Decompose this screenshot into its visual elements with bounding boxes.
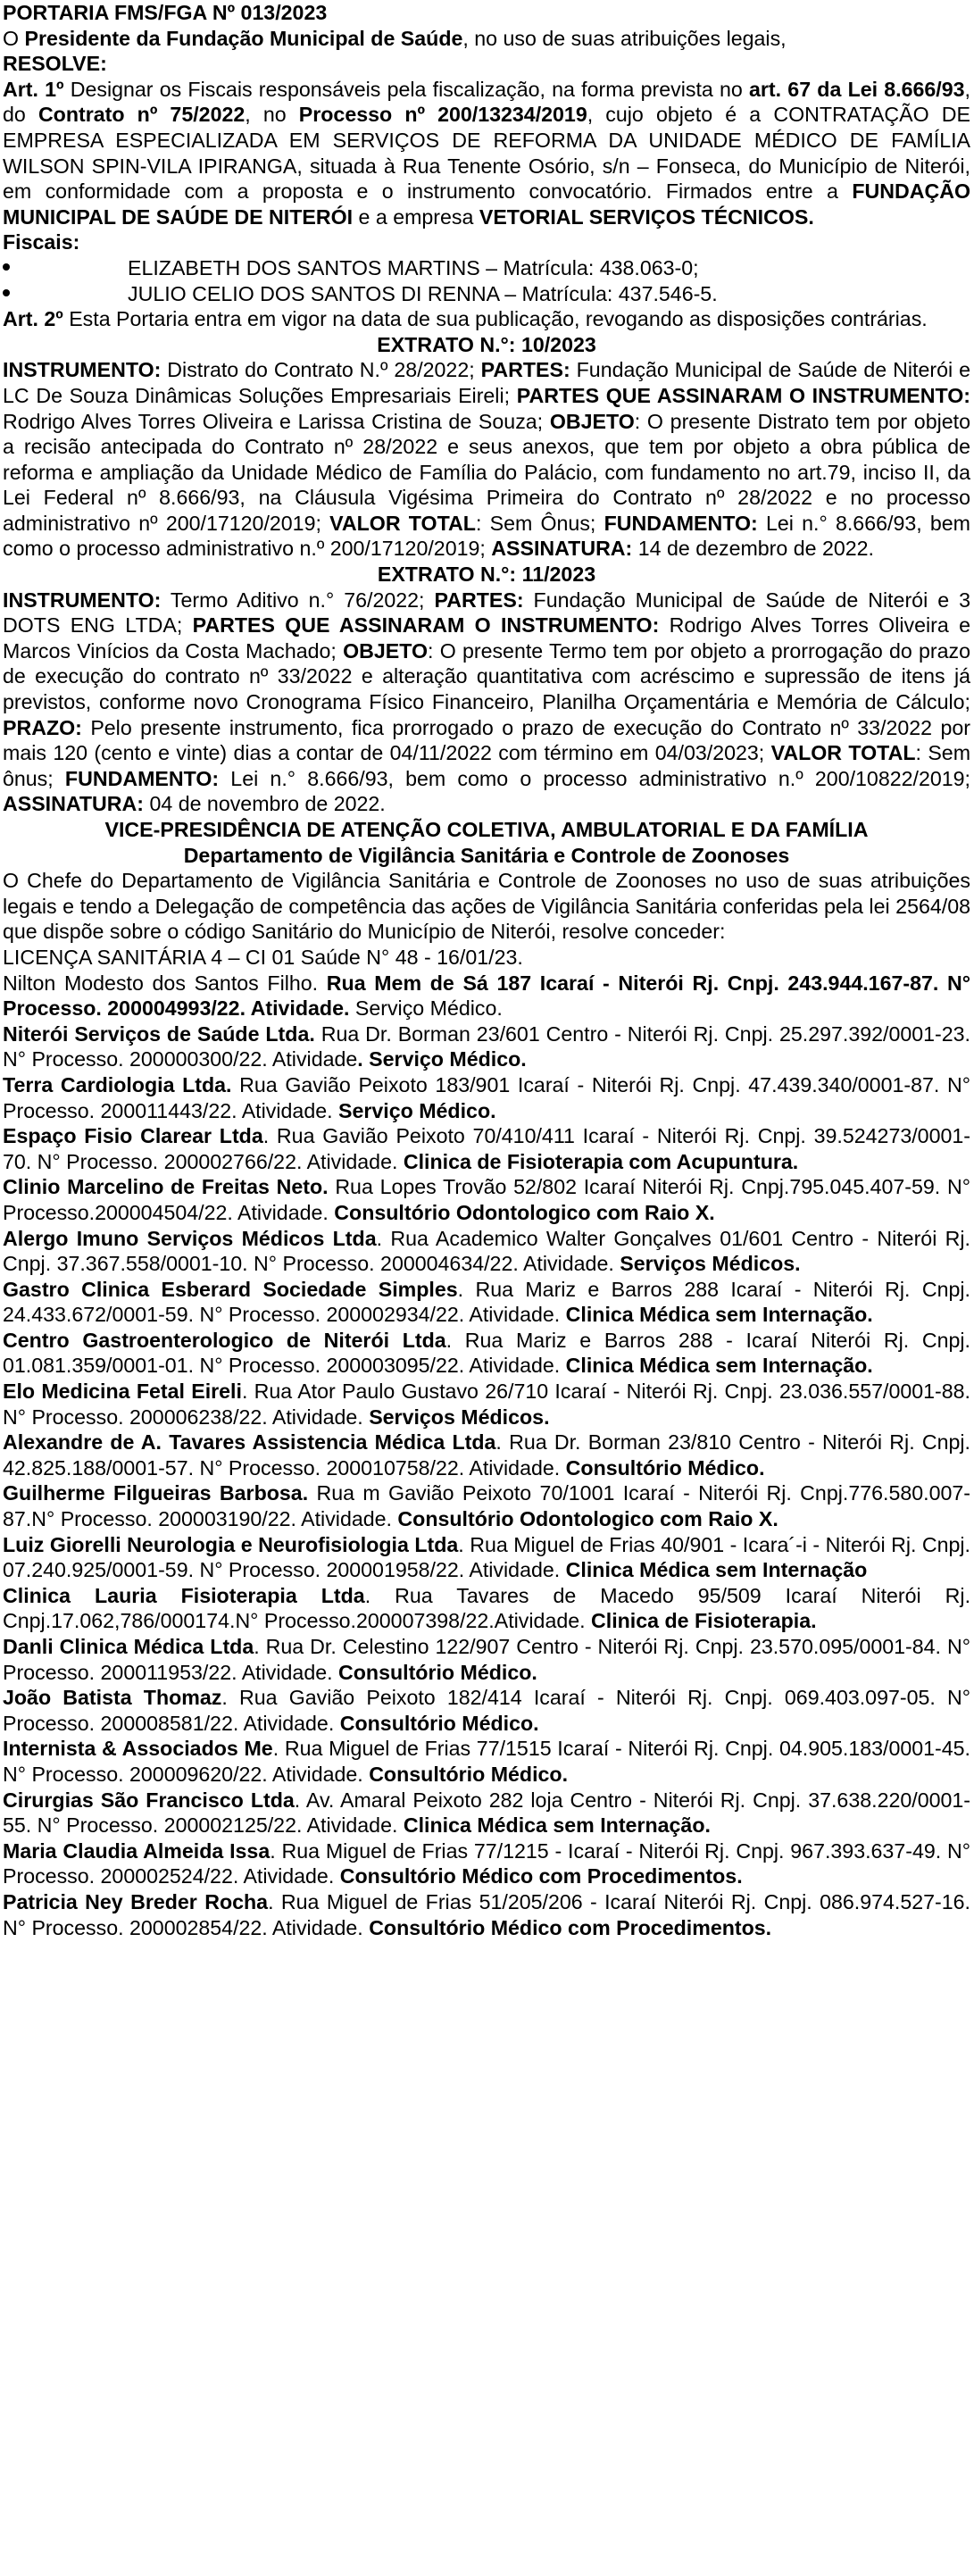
license-entry [3, 1430, 970, 1480]
license-entry [3, 1021, 970, 1072]
text-run: Fundação Municipal de Saúde de Niterói e LC De Souza Dinâmicas Soluções Empresariais Eireli; [3, 358, 970, 407]
license-entry [3, 1123, 970, 1174]
text-run: . Rua Dr. Celestino 122/907 Centro - Niterói Rj. Cnpj. 23.570.095/0001-84. N° Processo. 200011953/22. Atividade. [3, 1635, 970, 1684]
bold-text: Terra Cardiologia Ltda. [3, 1072, 232, 1096]
bold-text: Clinica Médica sem Internação [565, 1558, 868, 1582]
text-run: . Rua Academico Walter Gonçalves 01/601 Centro - Niterói Rj. Cnpj. 37.367.558/0001-10. N° Processo. 200004634/22. Atividade. [3, 1226, 970, 1276]
text-run: . Av. Amaral Peixoto 282 loja Centro - Niterói Rj. Cnpj. 37.638.220/0001-55. N° Processo. 200002125/22. Atividade. [3, 1788, 970, 1838]
bold-text: PARTES QUE ASSINARAM O INSTRUMENTO: [516, 383, 971, 407]
portaria-title: PORTARIA FMS/FGA Nº 013/2023 [3, 1, 328, 24]
license-entry [3, 1736, 970, 1787]
text-run: . Rua Miguel de Frias 51/205/206 - Icaraí Niterói Rj. Cnpj. 086.974.527-16. N° Processo. 200002854/22. Atividade. [3, 1889, 970, 1939]
bold-text: Contrato nº 75/2022 [37, 103, 246, 127]
bold-text: Clinica Lauria Fisioterapia Ltda [3, 1583, 365, 1607]
vigilancia-intro: O Chefe do Departamento de Vigilância Sanitária e Controle de Zoonoses no uso de suas atribuições legais e tendo a Delegação de competência das ações de Vigilância Sanitária conferidas pela lei 2564/08 que dispõe sobre o código Sanitário do Município de Niterói, resolve conceder: [3, 869, 970, 944]
bold-text: . Serviço Médico. [357, 1047, 527, 1071]
bold-text: OBJETO [549, 409, 635, 433]
license-entry [3, 1532, 970, 1583]
portaria-intro [3, 26, 970, 52]
license-entry [3, 1634, 970, 1685]
bold-text: VALOR TOTAL [770, 741, 916, 765]
license-entry [3, 1379, 970, 1430]
license-entries [3, 971, 970, 1941]
fiscais-list [3, 255, 970, 306]
extrato-11-body [3, 588, 970, 817]
bold-text: Patricia Ney Breder Rocha [3, 1889, 269, 1913]
bold-text: VETORIAL SERVIÇOS TÉCNICOS. [479, 204, 814, 229]
fiscal-item: ELIZABETH DOS SANTOS MARTINS – Matrícula: 438.063-0; [3, 255, 970, 281]
text-run: : Sem Ônus; [475, 511, 604, 535]
bold-text: Centro Gastroenterologico de Niterói Ltda [3, 1328, 446, 1352]
text-run: , cujo objeto é a CONTRATAÇÃO DE EMPRESA ESPECIALIZADA EM SERVIÇOS DE REFORMA DA UNIDADE MÉDICO DE FAMÍLIA WILSON SPIN-VILA IPIRANGA, situada à Rua Tenente Osório, s/n – Fonseca, do Município de Niterói, em conformidade com a proposta e o instrumento convocatório. Firmados entre a [3, 103, 971, 204]
text-run: . Rua Gavião Peixoto 70/410/411 Icaraí - Niterói Rj. Cnpj. 39.524273/0001-70. N° Processo. 200002766/22. Atividade. [3, 1124, 970, 1173]
bold-text: Consultório Médico com Procedimentos. [339, 1864, 743, 1888]
bold-text: Serviços Médicos. [620, 1252, 801, 1276]
text-run: Serviço Médico. [349, 996, 503, 1021]
vicepresidencia-title: VICE-PRESIDÊNCIA DE ATENÇÃO COLETIVA, AMBULATORIAL E DA FAMÍLIA [104, 818, 869, 841]
text-run: . Rua Gavião Peixoto 182/414 Icaraí - Niterói Rj. Cnpj. 069.403.097-05. N° Processo. 200008581/22. Atividade. [3, 1686, 971, 1735]
license-entry [3, 1226, 970, 1277]
license-entry [3, 1685, 970, 1736]
extrato-10-title: EXTRATO N.°: 10/2023 [377, 332, 596, 356]
bold-text: Serviço Médico. [338, 1098, 496, 1122]
bold-text: Elo Medicina Fetal Eireli [3, 1380, 242, 1404]
portaria-art2 [3, 306, 970, 332]
bold-text: Consultório Médico. [338, 1660, 537, 1684]
bold-text: OBJETO [343, 638, 429, 663]
license-entry [3, 1277, 970, 1328]
license-entry [3, 1838, 970, 1889]
bullet-icon [3, 289, 10, 296]
text-run: Rua Gavião Peixoto 183/901 Icaraí - Niterói Rj. Cnpj. 47.439.340/0001-87. N° Processo. 200011443/22. Atividade. [3, 1072, 970, 1122]
text-run: . Rua Mariz e Barros 288 Icaraí - Niterói Rj. Cnpj. 24.433.672/0001-59. N° Processo. 200002934/22. Atividade. [3, 1277, 970, 1327]
text-run: Rodrigo Alves Torres Oliveira e Larissa Cristina de Souza; [3, 409, 550, 433]
bold-text: FUNDAMENTO: [604, 511, 758, 535]
bold-text: PARTES QUE ASSINARAM O INSTRUMENTO: [192, 613, 660, 638]
text-run: Rua Dr. Borman 23/601 Centro - Niterói Rj. Cnpj. 25.297.392/0001-23. N° Processo. 200000300/22. Atividade [3, 1021, 970, 1071]
bold-text: Clinica de Fisioterapia com Acupuntura. [403, 1149, 799, 1173]
text-run: e a empresa [353, 204, 479, 229]
text-run: Lei n.° 8.666/93, bem como o processo administrativo n.º 200/17120/2019; [3, 511, 970, 561]
text-run: Rua Lopes Trovão 52/802 Icaraí Niterói Rj. Cnpj.795.045.407-59. N° Processo.200004504/22. Atividade. [3, 1175, 970, 1224]
bold-text: FUNDAMENTO: [64, 766, 220, 790]
bold-text: FUNDAÇÃO MUNICIPAL DE SAÚDE DE NITERÓI [3, 179, 970, 229]
bold-text: art. 67 da Lei 8.666/93 [749, 77, 965, 101]
bold-text: Clinica Médica sem Internação. [565, 1354, 873, 1378]
text-run: O [3, 26, 25, 50]
text-run: Distrato do Contrato N.º 28/2022; [161, 358, 481, 382]
license-entry [3, 1072, 970, 1123]
bold-text: Clinio Marcelino de Freitas Neto. [3, 1175, 329, 1199]
text-run: . Rua Tavares de Macedo 95/509 Icaraí Niterói Rj. Cnpj.17.062,786/000174.N° Processo.200007398/22.Atividade. [3, 1583, 971, 1633]
bold-text: Consultório Médico. [339, 1711, 539, 1735]
text-run: : O presente Termo tem por objeto a prorrogação do prazo de execução do contrato nº 33/2022 e alteração quantitativa com acréscimo e supressão de itens já previstos, conforme novo Cronograma Físico Financeiro, Planilha Orçamentária e Memória de Cálculo; [3, 638, 971, 714]
bold-text: PARTES: [434, 588, 524, 612]
bold-text: PARTES: [480, 358, 570, 382]
text-run: , no uso de suas atribuições legais, [462, 26, 787, 50]
license-entry [3, 1889, 970, 1940]
portaria-resolve: RESOLVE: [3, 52, 107, 76]
text-run: : Sem ônus; [3, 741, 971, 790]
bold-text: INSTRUMENTO: [3, 358, 162, 382]
text-run: Rua m Gavião Peixoto 70/1001 Icaraí - Niterói Rj. Cnpj.776.580.007-87.N° Processo. 200003190/22. Atividade. [3, 1481, 970, 1531]
bold-text: Processo nº 200/13234/2019 [298, 103, 587, 127]
licenca-sanitaria: LICENÇA SANITÁRIA 4 – CI 01 Saúde N° 48 - 16/01/23. [3, 945, 523, 969]
license-entry [3, 1788, 970, 1838]
text-run: Rodrigo Alves Torres Oliveira e Marcos Vinícios da Costa Machado; [3, 613, 970, 663]
text-run: . Rua Miguel de Frias 40/901 - Icara´-i - Niterói Rj. Cnpj. 07.240.925/0001-59. N° Processo. 200001958/22. Atividade. [3, 1532, 971, 1582]
bold-text: Alergo Imuno Serviços Médicos Ltda [3, 1226, 377, 1250]
text-run: . Rua Ator Paulo Gustavo 26/710 Icaraí - Niterói Rj. Cnpj. 23.036.557/0001-88. N° Processo. 200006238/22. Atividade. [3, 1380, 970, 1429]
text-run: . Rua Mariz e Barros 288 - Icaraí Niterói Rj. Cnpj. 01.081.359/0001-01. N° Processo. 200003095/22. Atividade. [3, 1328, 970, 1378]
text-run: : O presente Distrato tem por objeto a recisão antecipada do Contrato nº 28/2022 e seus anexos, que tem por objeto a obra pública de reforma e ampliação da Unidade Médico de Família do Palácio, com fundamento no art.79, inciso II, da Lei Federal nº 8.666/93, na Cláusula Vigésima Primeira do Contrato nº 28/2022 e no processo administrativo nº 200/17120/2019; [3, 409, 970, 535]
license-entry [3, 1480, 970, 1531]
bold-text: Consultório Médico. [565, 1455, 765, 1480]
bold-text: João Batista Thomaz [3, 1686, 222, 1710]
bold-text: Serviços Médicos. [369, 1405, 550, 1429]
text-run: Pelo presente instrumento, fica prorrogado o prazo de execução do Contrato nº 33/2022 por mais 120 (cento e vinte) dias a contar de 04/11/2022 com término em 04/03/2023; [3, 715, 970, 765]
bold-text: Art. 1º [3, 77, 64, 101]
license-entry [3, 1174, 970, 1225]
bold-text: Gastro Clinica Esberard Sociedade Simples [3, 1277, 458, 1301]
text-run: Lei n.° 8.666/93, bem como o processo administrativo n.º 200/10822/2019; [219, 766, 970, 790]
bold-text: Clinica de Fisioterapia. [591, 1609, 817, 1633]
bold-text: Consultório Odontologico com Raio X. [334, 1200, 715, 1224]
bold-text: ASSINATURA: [3, 792, 145, 816]
bold-text: PRAZO: [3, 715, 82, 739]
bullet-icon [3, 263, 10, 271]
bold-text: Clinica Médica sem Internação. [403, 1813, 711, 1838]
bold-text: Consultório Médico. [369, 1762, 569, 1786]
text-run: 04 de novembro de 2022. [144, 792, 386, 816]
bold-text: Niterói Serviços de Saúde Ltda. [3, 1021, 315, 1046]
bold-text: Maria Claudia Almeida Issa [3, 1838, 271, 1863]
text-run: Designar os Fiscais responsáveis pela fiscalização, na forma prevista no [63, 77, 750, 101]
text-run: Nilton Modesto dos Santos Filho. [3, 971, 327, 995]
license-entry [3, 1328, 970, 1379]
bold-text: Internista & Associados Me [3, 1737, 273, 1761]
text-run: . Rua Miguel de Frias 77/1215 - Icaraí - Niterói Rj. Cnpj. 967.393.637-49. N° Processo. 200002524/22. Atividade. [3, 1838, 971, 1888]
bold-text: Art. 2º [3, 307, 63, 331]
license-entry [3, 1583, 970, 1634]
text-run: , no [245, 103, 299, 127]
fiscal-item: JULIO CELIO DOS SANTOS DI RENNA – Matrícula: 437.546-5. [3, 281, 970, 307]
bold-text: Danli Clinica Médica Ltda [3, 1635, 254, 1658]
bold-text: VALOR TOTAL [329, 511, 476, 535]
text-run: Fundação Municipal de Saúde de Niterói e 3 DOTS ENG LTDA; [3, 588, 971, 638]
license-entry [3, 971, 970, 1021]
text-run: . Rua Miguel de Frias 77/1515 Icaraí - Niterói Rj. Cnpj. 04.905.183/0001-45. N° Processo. 200009620/22. Atividade. [3, 1737, 970, 1786]
text-run: Esta Portaria entra em vigor na data de sua publicação, revogando as disposições contrárias. [62, 307, 928, 331]
bold-text: Luiz Giorelli Neurologia e Neurofisiologia Ltda [3, 1532, 459, 1556]
text-run: , do [3, 77, 970, 127]
extrato-11-title: EXTRATO N.°: 11/2023 [377, 563, 596, 587]
bold-text: Consultório Odontologico com Raio X. [397, 1507, 778, 1531]
departamento-subtitle: Departamento de Vigilância Sanitária e Controle de Zoonoses [183, 843, 790, 867]
bold-text: Espaço Fisio Clarear Ltda [3, 1124, 263, 1148]
text-run: . Rua Dr. Borman 23/810 Centro - Niterói Rj. Cnpj. 42.825.188/0001-57. N° Processo. 200010758/22. Atividade. [3, 1430, 970, 1480]
extrato-10-body [3, 357, 970, 562]
bold-text: Alexandre de A. Tavares Assistencia Médica Ltda [3, 1430, 496, 1455]
bold-text: Guilherme Filgueiras Barbosa. [3, 1481, 309, 1505]
fiscais-label: Fiscais: [3, 230, 80, 254]
bold-text: Rua Mem de Sá 187 Icaraí - Niterói Rj. Cnpj. 243.944.167-87. N° Processo. 200004993/22. Atividade. [3, 971, 970, 1021]
bold-text: Clinica Médica sem Internação. [565, 1303, 873, 1327]
portaria-art1 [3, 77, 970, 230]
bold-text: Cirurgias São Francisco Ltda [3, 1788, 295, 1812]
text-run: Termo Aditivo n.° 76/2022; [161, 588, 435, 612]
bold-text: INSTRUMENTO: [3, 588, 162, 612]
bold-text: Presidente da Fundação Municipal de Saúde [24, 26, 463, 50]
bold-text: Consultório Médico com Procedimentos. [369, 1915, 772, 1939]
bold-text: ASSINATURA: [491, 537, 633, 561]
text-run: 14 de dezembro de 2022. [632, 537, 875, 561]
